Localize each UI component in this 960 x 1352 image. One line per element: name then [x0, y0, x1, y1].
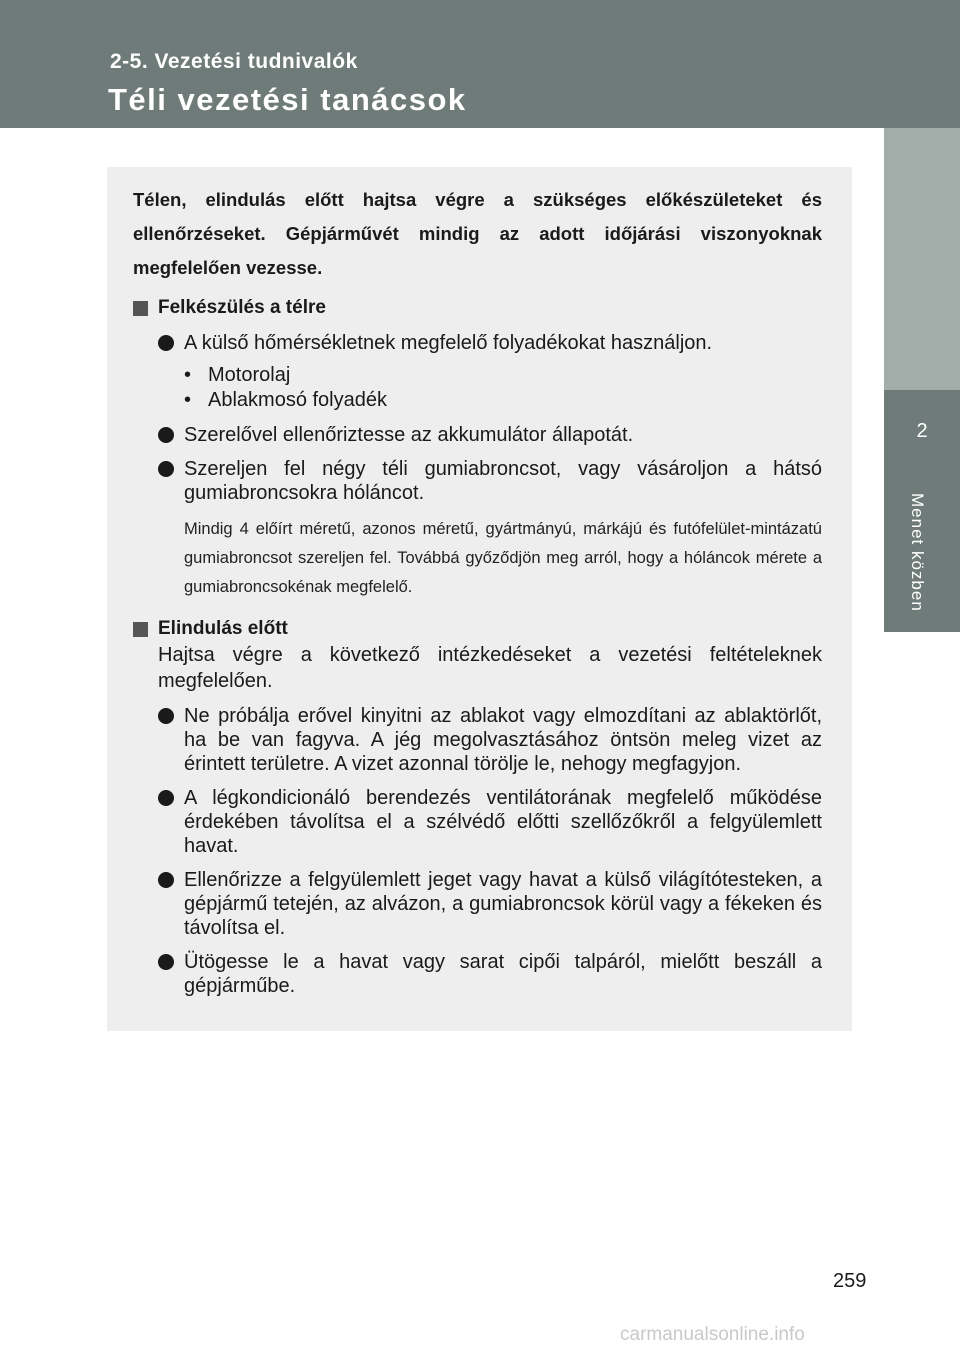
- square-bullet-icon: [133, 622, 148, 637]
- content-box: [107, 167, 852, 1031]
- sub-list-item-text: Ablakmosó folyadék: [208, 389, 387, 411]
- section-heading-text: Elindulás előtt: [158, 618, 288, 639]
- list-item: [158, 868, 822, 940]
- chapter-number: 2: [916, 420, 928, 442]
- chapter-side-tab: [884, 128, 960, 1352]
- sub-list-item: [184, 363, 822, 388]
- list-item-text: Ütögesse le a havat vagy sarat cipői talpáról, mielőtt beszáll a gépjárműbe.: [184, 951, 822, 997]
- list-item-text: Szereljen fel négy téli gumiabroncsot, vagy vásároljon a hátsó gumiabroncsokra hóláncot.: [184, 458, 822, 504]
- list-item: [158, 704, 822, 776]
- list-item: [158, 331, 822, 355]
- section-label: 2-5. Vezetési tudnivalók: [110, 50, 358, 73]
- section-paragraph: Hajtsa végre a következő intézkedéseket a vezetési feltételeknek megfelelően.: [158, 644, 822, 692]
- round-bullet-icon: [158, 708, 174, 724]
- list-item: [158, 950, 822, 998]
- round-bullet-icon: [158, 954, 174, 970]
- list-item-text: A külső hőmérsékletnek megfelelő folyadékokat használjon.: [184, 332, 713, 354]
- list-item-text: Ellenőrizze a felgyülemlett jeget vagy havat a külső világítótesteken, a gépjármű tetején, az alvázon, a gumiabroncsok körül vagy a fékeken és távolítsa el.: [184, 869, 822, 939]
- watermark: carmanualsonline.info: [620, 1324, 805, 1345]
- section-before-starting: [133, 616, 822, 998]
- side-tab-upper: [884, 128, 960, 390]
- intro-text: Télen, elindulás előtt hajtsa végre a szükséges előkészületeket és ellenőrzéseket. Gépjárművét mindig az adott időjárási viszonyoknak megfelelően vezesse.: [133, 189, 822, 278]
- page-title: Téli vezetési tanácsok: [108, 82, 467, 117]
- fluid-sub-list: [184, 363, 822, 413]
- list-item: [158, 423, 822, 447]
- section-heading: [133, 616, 822, 642]
- list-item-text: A légkondicionáló berendezés ventilátorának megfelelő működése érdekében távolítsa el a szélvédő előtti szellőzőkről a felgyülemlett havat.: [184, 787, 822, 857]
- list-item: [158, 457, 822, 505]
- chapter-name: Menet közben: [908, 493, 927, 612]
- round-bullet-icon: [158, 790, 174, 806]
- list-item-text: Ne próbálja erővel kinyitni az ablakot vagy elmozdítani az ablaktörlőt, ha be van fagyva. A jég megolvasztásához öntsön meleg vizet az érintett területre. A vizet azonnal törölje le, nehogy megfagyjon.: [184, 705, 822, 775]
- round-bullet-icon: [158, 872, 174, 888]
- small-bullet-icon: •: [184, 389, 192, 411]
- round-bullet-icon: [158, 335, 174, 351]
- round-bullet-icon: [158, 461, 174, 477]
- list-item: [158, 786, 822, 858]
- sub-list-item: [184, 388, 822, 413]
- sub-list-item-text: Motorolaj: [208, 364, 291, 386]
- small-bullet-icon: •: [184, 364, 192, 386]
- section-winter-preparation: [133, 295, 822, 602]
- tire-note: Mindig 4 előírt méretű, azonos méretű, gyártmányú, márkájú és futófelület-mintázatú gumiabroncsot szereljen fel. Továbbá győződjön meg arról, hogy a hóláncok mérete a gumiabroncsokénak megfelelő.: [184, 520, 822, 596]
- page-number: 259: [833, 1270, 867, 1292]
- square-bullet-icon: [133, 301, 148, 316]
- chapter-header: [0, 0, 960, 128]
- round-bullet-icon: [158, 427, 174, 443]
- section-heading-text: Felkészülés a télre: [158, 297, 326, 318]
- list-item-text: Szerelővel ellenőriztesse az akkumulátor állapotát.: [184, 424, 634, 446]
- section-heading: [133, 295, 822, 321]
